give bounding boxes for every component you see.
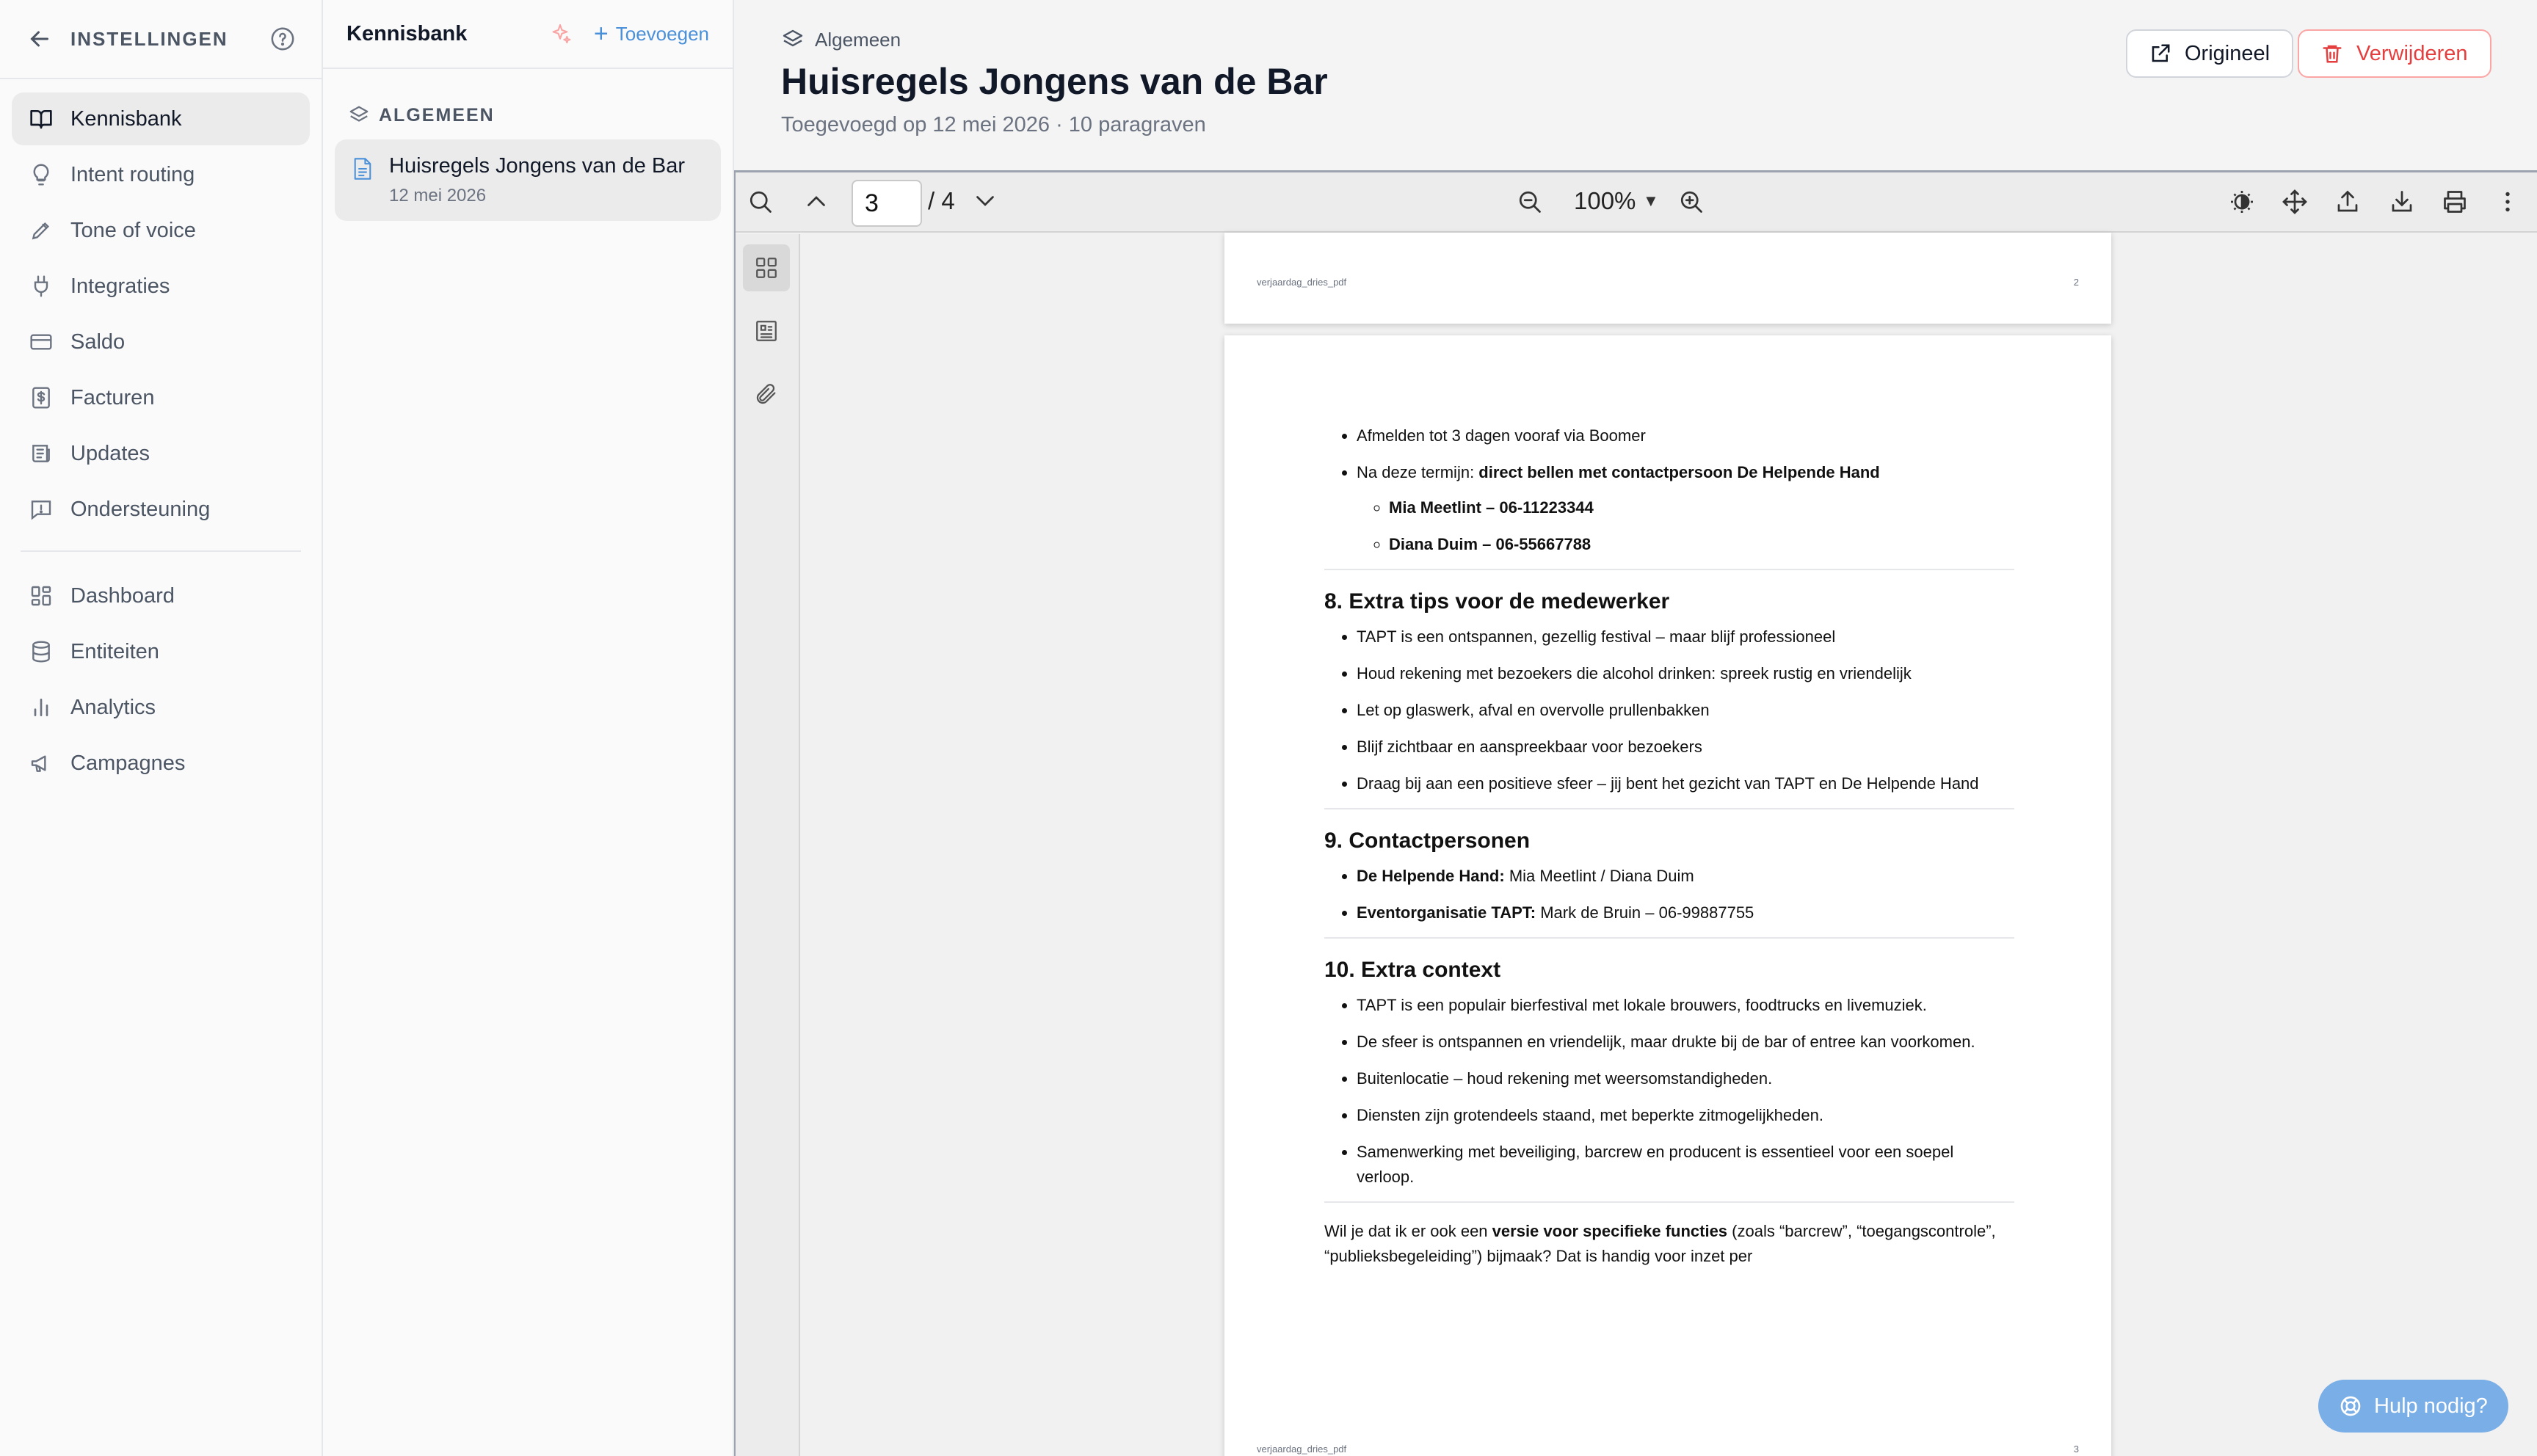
thumbnails-icon [754,255,779,280]
list-item-bold: Eventorganisatie TAPT: [1357,903,1536,922]
pen-tool-icon [29,219,53,242]
newspaper-icon [29,442,53,465]
trash-icon [2321,43,2343,65]
pdf-page-3 [1224,335,2111,1456]
open-original-button[interactable] [2126,29,2293,78]
layout-grid-icon [29,584,53,608]
list-item [1357,864,2014,889]
sidebar-item-label: Dashboard [70,583,175,608]
list-item: • De sfeer is ontspannen en vriendelijk, maar drukte bij de bar of entree kan voorkomen. [1357,1030,2014,1055]
help-button[interactable] [2318,1380,2508,1433]
closing-text: Wil je dat ik er ook een [1324,1222,1492,1240]
book-open-icon [29,107,53,131]
section-heading: 8. Extra tips voor de medewerker [1324,589,1670,614]
sidebar-item-label: Facturen [70,385,155,410]
invoice-icon [29,386,53,410]
list-item: • Houd rekening met bezoekers die alcohol drinken: spreek rustig en vriendelijk [1357,661,2014,686]
sidebar-item-facturen[interactable] [12,371,310,424]
list-item: • Buitenlocatie – houd rekening met weersomstandigheden. [1357,1066,2014,1091]
section-label: ALGEMEEN [379,104,495,125]
pdf-page-2 [1224,233,2111,324]
arrow-left-icon[interactable] [26,26,53,52]
zoom-out-icon[interactable] [1517,189,1543,215]
sidebar-item-campagnes[interactable] [12,737,310,790]
page-title: Huisregels Jongens van de Bar [781,61,1328,102]
sidebar-item-ondersteuning[interactable] [12,483,310,536]
list-item-text: Na deze termijn: [1357,463,1479,481]
sidebar-item-label: Ondersteuning [70,497,211,521]
sidebar-title: INSTELLINGEN [70,27,228,50]
move-arrows-icon[interactable] [2282,189,2308,215]
contact-sublist [1357,495,2014,557]
sidebar-item-dashboard[interactable] [12,569,310,622]
theme-toggle-icon[interactable] [2229,189,2255,215]
pdf-side-rail [736,234,800,1456]
zoom-level[interactable]: 100% [1574,187,1636,214]
breadcrumb-label: Algemeen [815,28,901,51]
layers-icon [781,28,805,51]
message-alert-icon [29,498,53,521]
sidebar-item-label: Integraties [70,274,170,298]
list-item-text: Mia Meetlint / Diana Duim [1504,867,1694,885]
layers-icon [348,104,370,126]
sidebar-item-kennisbank[interactable] [12,92,310,145]
help-circle-icon[interactable] [270,26,295,51]
chevron-up-icon[interactable] [803,189,830,215]
sidebar-item-analytics[interactable] [12,681,310,734]
sidebar-item-entiteiten[interactable] [12,625,310,678]
document-name: Huisregels Jongens van de Bar [389,154,686,178]
page-total: / 4 [928,187,955,214]
sidebar-item-integraties[interactable] [12,260,310,313]
sidebar-item-label: Analytics [70,695,156,719]
section-divider [1324,937,2014,939]
sidebar-item-label: Tone of voice [70,218,196,242]
page-footer-number: 2 [2073,277,2079,288]
download-icon[interactable] [2389,189,2415,215]
document-date: 12 mei 2026 [389,186,487,205]
external-link-icon [2149,43,2171,65]
document-outline-icon [754,318,779,343]
closing-paragraph [1324,1219,2014,1269]
plug-icon [29,274,53,298]
section-divider [1324,569,2014,570]
chevron-down-icon[interactable] [972,187,998,214]
upload-icon[interactable] [2334,189,2361,215]
sidebar-item-label: Entiteiten [70,639,159,663]
section-divider [1324,1201,2014,1203]
sidebar-item-label: Saldo [70,330,126,354]
section-heading: 10. Extra context [1324,958,1501,982]
list-item [1357,460,2014,557]
search-icon[interactable] [747,189,774,215]
list-item [1357,900,2014,925]
list-item: ◦ Diana Duim – 06-55667788 [1389,532,2014,557]
page-subtitle: Toegevoegd op 12 mei 2026 · 10 paragraven [781,113,1206,136]
sidebar-item-label: Updates [70,441,150,465]
life-buoy-icon [2339,1394,2362,1418]
tips-list [1324,625,2014,796]
add-document-button[interactable] [594,21,709,46]
add-document-label: Toevoegen [615,22,709,45]
sidebar-item-tone-of-voice[interactable] [12,204,310,257]
database-icon [29,640,53,663]
page-footer-filename: verjaardag_dries_pdf [1257,277,1347,288]
breadcrumb [781,28,901,51]
list-item-text: Mark de Bruin – 06-99887755 [1536,903,1754,922]
pdf-toolbar [736,172,2537,233]
sidebar-item-saldo[interactable] [12,316,310,368]
list-item-bold: direct bellen met contactpersoon De Helpende Hand [1478,463,1880,481]
outline-button[interactable] [743,307,790,354]
closing-bold: versie voor specifieke functies [1492,1222,1728,1240]
section-divider [1324,808,2014,809]
zoom-dropdown-icon[interactable]: ▼ [1643,192,1659,210]
knowledge-base-title: Kennisbank [346,21,468,46]
bar-chart-icon [29,696,53,719]
page-content [1324,423,2014,1269]
list-item: • TAPT is een populair bierfestival met lokale brouwers, foodtrucks en livemuziek. [1357,993,2014,1018]
list-item: ◦ Mia Meetlint – 06-11223344 [1389,495,2014,520]
sidebar-item-label: Kennisbank [70,106,182,131]
sidebar-item-label: Campagnes [70,751,186,775]
sidebar-divider [21,550,301,552]
document-list-item[interactable] [335,139,721,221]
knowledge-base-panel [323,0,734,1456]
paperclip-icon [754,382,779,407]
sidebar-header [0,0,322,79]
contacts-list [1324,864,2014,925]
megaphone-icon [29,751,53,775]
sidebar-nav [0,79,322,806]
list-item-bold: De Helpende Hand: [1357,867,1505,885]
closing-text: (zoals “barcrew”, “toegangscontrole”, “publieksbegeleiding”) bijmaak? Dat is handig voor inzet per [1324,1222,1996,1265]
page-number-input[interactable]: 3 [852,180,922,227]
list-item: • Draag bij aan een positieve sfeer – jij bent het gezicht van TAPT en De Helpende Hand [1357,771,2014,796]
credit-card-icon [29,330,53,354]
help-button-label: Hulp nodig? [2374,1394,2488,1418]
list-item: • Diensten zijn grotendeels staand, met beperkte zitmogelijkheden. [1357,1103,2014,1128]
list-item: • TAPT is een ontspannen, gezellig festival – maar blijf professioneel [1357,625,2014,649]
thumbnails-button[interactable] [743,244,790,291]
zoom-in-icon[interactable] [1678,189,1705,215]
attachments-button[interactable] [743,371,790,418]
section-header [323,69,733,139]
list-item: • Samenwerking met beveiliging, barcrew en producent is essentieel voor een soepel verloop. [1357,1140,2014,1190]
sidebar-item-label: Intent routing [70,162,195,186]
more-vertical-icon[interactable] [2494,189,2521,215]
delete-label: Verwijderen [2356,41,2468,65]
context-list [1324,993,2014,1190]
page-footer-number: 3 [2073,1444,2079,1455]
absence-list [1324,423,2014,557]
pdf-viewer [734,170,2537,1456]
open-original-label: Origineel [2185,41,2271,65]
list-item: • Let op glaswerk, afval en overvolle prullenbakken [1357,698,2014,723]
list-item: • Afmelden tot 3 dagen vooraf via Boomer [1357,423,2014,448]
sparkles-icon[interactable] [548,22,572,46]
printer-icon[interactable] [2442,189,2468,215]
plus-icon: + [593,20,609,48]
document-item-text [389,154,685,206]
section-heading: 9. Contactpersonen [1324,829,1531,853]
knowledge-base-header [323,0,733,69]
file-text-icon [352,157,373,181]
delete-button[interactable] [2298,29,2491,78]
page-footer-filename: verjaardag_dries_pdf [1257,1444,1347,1455]
sidebar-item-intent-routing[interactable] [12,148,310,201]
settings-sidebar [0,0,323,1456]
lightbulb-icon [29,163,53,186]
list-item: • Blijf zichtbaar en aanspreekbaar voor bezoekers [1357,735,2014,760]
sidebar-item-updates[interactable] [12,427,310,480]
